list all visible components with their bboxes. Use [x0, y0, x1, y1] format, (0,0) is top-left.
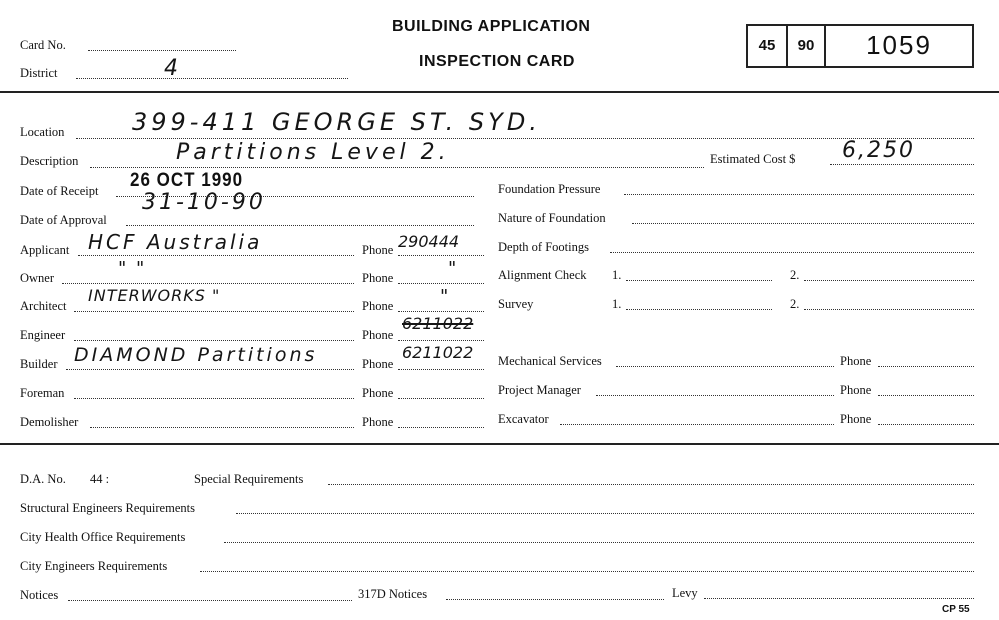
architect-phone-label: Phone — [362, 299, 394, 313]
owner-phone-value: " — [448, 258, 459, 279]
survey-field-2[interactable] — [804, 309, 974, 310]
applicant-phone-label: Phone — [362, 243, 394, 257]
applicant-phone-field[interactable] — [398, 255, 484, 256]
box-code-a: 45 — [758, 37, 776, 54]
builder-phone-field[interactable] — [398, 369, 484, 370]
special-requirements-field[interactable] — [328, 484, 974, 485]
applicant-value: HCF Australia — [88, 230, 263, 254]
engineer-field[interactable] — [74, 340, 354, 341]
date-of-approval-label: Date of Approval — [20, 213, 107, 227]
header-divider — [0, 91, 999, 93]
location-value: 399-411 GEORGE ST. SYD. — [132, 108, 541, 136]
alignment-check-field-2[interactable] — [804, 280, 974, 281]
district-field[interactable] — [76, 78, 348, 79]
box-code-b: 90 — [797, 37, 815, 54]
builder-value: DIAMOND Partitions — [74, 344, 318, 366]
notices-317d-field[interactable] — [446, 599, 664, 600]
mechanical-services-field[interactable] — [616, 366, 834, 367]
levy-field[interactable] — [704, 598, 974, 599]
da-no-label: D.A. No. — [20, 472, 66, 486]
architect-label: Architect — [20, 299, 67, 313]
box-number: 1059 — [866, 30, 932, 60]
survey-num2: 2. — [790, 297, 800, 311]
estimated-cost-label: Estimated Cost $ — [710, 152, 796, 166]
location-field[interactable] — [76, 138, 974, 139]
demolisher-field[interactable] — [90, 427, 354, 428]
foreman-field[interactable] — [74, 398, 354, 399]
owner-label: Owner — [20, 271, 55, 285]
district-value: 4 — [164, 56, 180, 81]
project-manager-label: Project Manager — [498, 383, 581, 397]
owner-field[interactable] — [62, 283, 354, 284]
engineer-label: Engineer — [20, 328, 66, 342]
alignment-check-num1: 1. — [612, 268, 622, 282]
title-line1: BUILDING APPLICATION — [392, 18, 591, 35]
foreman-label: Foreman — [20, 386, 65, 400]
applicant-field[interactable] — [78, 255, 354, 256]
nature-of-foundation-field[interactable] — [632, 223, 974, 224]
district-label: District — [20, 66, 58, 80]
owner-phone-label: Phone — [362, 271, 394, 285]
city-health-field[interactable] — [224, 542, 974, 543]
project-manager-phone-field[interactable] — [878, 395, 974, 396]
mechanical-services-phone-label: Phone — [840, 354, 872, 368]
notices-label: Notices — [20, 588, 59, 602]
engineer-phone-label: Phone — [362, 328, 394, 342]
da-no-value: 44 : — [90, 472, 110, 486]
builder-phone-label: Phone — [362, 357, 394, 371]
card-no-label: Card No. — [20, 38, 66, 52]
demolisher-label: Demolisher — [20, 415, 79, 429]
excavator-phone-label: Phone — [840, 412, 872, 426]
structural-engineers-field[interactable] — [236, 513, 974, 514]
builder-field[interactable] — [66, 369, 354, 370]
alignment-check-label: Alignment Check — [498, 268, 587, 282]
date-of-receipt-label: Date of Receipt — [20, 184, 99, 198]
applicant-phone-value: 290444 — [398, 232, 460, 251]
architect-value: INTERWORKS " — [88, 286, 221, 305]
alignment-check-num2: 2. — [790, 268, 800, 282]
levy-label: Levy — [672, 586, 698, 600]
city-health-label: City Health Office Requirements — [20, 530, 186, 544]
applicant-label: Applicant — [20, 243, 70, 257]
date-of-approval-value: 31-10-90 — [142, 190, 266, 215]
survey-num1: 1. — [612, 297, 622, 311]
owner-phone-field[interactable] — [398, 283, 484, 284]
depth-of-footings-field[interactable] — [610, 252, 974, 253]
alignment-check-field-1[interactable] — [626, 280, 772, 281]
city-engineers-field[interactable] — [200, 571, 974, 572]
notices-317d-label: 317D Notices — [358, 587, 428, 601]
survey-field-1[interactable] — [626, 309, 772, 310]
foundation-pressure-label: Foundation Pressure — [498, 182, 601, 196]
date-of-approval-field[interactable] — [126, 225, 474, 226]
builder-phone-value: 6211022 — [402, 343, 474, 362]
section-divider — [0, 443, 999, 445]
engineer-phone-value: 6211022 — [402, 314, 474, 333]
notices-field[interactable] — [68, 600, 352, 601]
engineer-phone-field[interactable] — [398, 340, 484, 341]
builder-label: Builder — [20, 357, 58, 371]
title-line2: INSPECTION CARD — [419, 53, 575, 70]
card-no-field[interactable] — [88, 50, 236, 51]
foundation-pressure-field[interactable] — [624, 194, 974, 195]
excavator-phone-field[interactable] — [878, 424, 974, 425]
owner-value: " " — [118, 258, 147, 279]
estimated-cost-field[interactable] — [830, 164, 974, 165]
form-code: CP 55 — [942, 604, 970, 615]
architect-phone-field[interactable] — [398, 311, 484, 312]
special-requirements-label: Special Requirements — [194, 472, 304, 486]
demolisher-phone-field[interactable] — [398, 427, 484, 428]
description-value: Partitions Level 2. — [176, 140, 450, 165]
demolisher-phone-label: Phone — [362, 415, 394, 429]
project-manager-phone-label: Phone — [840, 383, 872, 397]
nature-of-foundation-label: Nature of Foundation — [498, 211, 606, 225]
survey-label: Survey — [498, 297, 534, 311]
estimated-cost-value: 6,250 — [842, 138, 915, 163]
location-label: Location — [20, 125, 65, 139]
depth-of-footings-label: Depth of Footings — [498, 240, 589, 254]
excavator-field[interactable] — [560, 424, 834, 425]
architect-phone-value: " — [440, 286, 451, 307]
description-label: Description — [20, 154, 79, 168]
foreman-phone-field[interactable] — [398, 398, 484, 399]
project-manager-field[interactable] — [596, 395, 834, 396]
mechanical-services-label: Mechanical Services — [498, 354, 602, 368]
city-engineers-label: City Engineers Requirements — [20, 559, 168, 573]
architect-field[interactable] — [74, 311, 354, 312]
foreman-phone-label: Phone — [362, 386, 394, 400]
date-of-receipt-value: 26 OCT 1990 — [130, 168, 244, 191]
structural-engineers-label: Structural Engineers Requirements — [20, 501, 195, 515]
mechanical-services-phone-field[interactable] — [878, 366, 974, 367]
excavator-label: Excavator — [498, 412, 549, 426]
